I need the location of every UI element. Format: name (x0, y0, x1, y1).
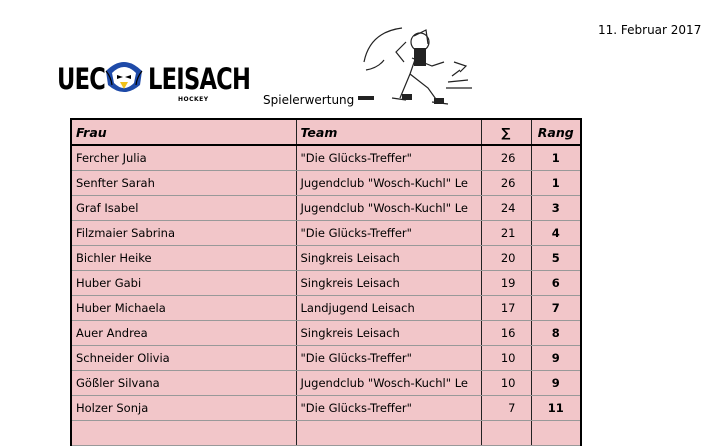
team-cell (296, 421, 481, 446)
table-row (71, 346, 581, 371)
player-name-cell: Schneider Olivia (71, 346, 296, 371)
table-row (71, 371, 581, 396)
rank-cell: 9 (531, 346, 581, 371)
points-cell: 10 (481, 371, 531, 396)
team-cell: Singkreis Leisach (296, 271, 481, 296)
player-name-cell: Holzer Sonja (71, 396, 296, 421)
player-name-cell: Fercher Julia (71, 145, 296, 171)
player-name-cell: Huber Gabi (71, 271, 296, 296)
rank-cell: 1 (531, 145, 581, 171)
logo-text-leisach: LEISACH (148, 62, 251, 96)
table-row (71, 246, 581, 271)
column-header-team: Team (296, 119, 481, 145)
player-name-cell: Gößler Silvana (71, 371, 296, 396)
team-cell: "Die Glücks-Treffer" (296, 221, 481, 246)
table-row (71, 221, 581, 246)
rank-cell (531, 421, 581, 446)
team-cell: Landjugend Leisach (296, 296, 481, 321)
rank-cell: 5 (531, 246, 581, 271)
column-header-sum: ∑ (481, 119, 531, 145)
points-cell: 19 (481, 271, 531, 296)
points-cell: 16 (481, 321, 531, 346)
player-name-cell: Filzmaier Sabrina (71, 221, 296, 246)
points-cell: 20 (481, 246, 531, 271)
points-cell: 26 (481, 145, 531, 171)
team-cell: "Die Glücks-Treffer" (296, 346, 481, 371)
report-date: 11. Februar 2017 (598, 23, 702, 37)
player-name-cell: Bichler Heike (71, 246, 296, 271)
hockey-player-illustration (356, 22, 476, 110)
team-cell: Jugendclub "Wosch-Kuchl" Le (296, 196, 481, 221)
points-cell (481, 421, 531, 446)
rank-cell: 3 (531, 196, 581, 221)
points-cell: 17 (481, 296, 531, 321)
rank-cell: 11 (531, 396, 581, 421)
player-name-cell (71, 421, 296, 446)
team-cell: Jugendclub "Wosch-Kuchl" Le (296, 171, 481, 196)
team-cell: Jugendclub "Wosch-Kuchl" Le (296, 371, 481, 396)
table-row (71, 145, 581, 171)
player-name-cell: Huber Michaela (71, 296, 296, 321)
rank-cell: 7 (531, 296, 581, 321)
table-row (71, 296, 581, 321)
rank-cell: 6 (531, 271, 581, 296)
rank-cell: 4 (531, 221, 581, 246)
table-row (71, 171, 581, 196)
rank-cell: 1 (531, 171, 581, 196)
points-cell: 21 (481, 221, 531, 246)
eagle-icon (103, 55, 145, 99)
player-ranking-table (70, 118, 582, 446)
points-cell: 10 (481, 346, 531, 371)
page-subtitle: Spielerwertung (263, 93, 355, 107)
player-name-cell: Senfter Sarah (71, 171, 296, 196)
table-row (71, 271, 581, 296)
team-cell: Singkreis Leisach (296, 246, 481, 271)
logo-text-uec: UEC (57, 62, 106, 96)
column-header-rang: Rang (531, 119, 581, 145)
team-cell: "Die Glücks-Treffer" (296, 396, 481, 421)
rank-cell: 8 (531, 321, 581, 346)
player-ranking-sheet (70, 118, 580, 438)
club-logo (57, 53, 251, 105)
table-row (71, 321, 581, 346)
points-cell: 24 (481, 196, 531, 221)
team-cell: Singkreis Leisach (296, 321, 481, 346)
points-cell: 26 (481, 171, 531, 196)
column-header-frau: Frau (71, 119, 296, 145)
rank-cell: 9 (531, 371, 581, 396)
logo-text-hockey: HOCKEY (178, 96, 209, 103)
player-name-cell: Graf Isabel (71, 196, 296, 221)
points-cell: 7 (481, 396, 531, 421)
table-row (71, 421, 581, 446)
table-row (71, 396, 581, 421)
table-row (71, 196, 581, 221)
player-name-cell: Auer Andrea (71, 321, 296, 346)
table-header-row (71, 119, 581, 145)
team-cell: "Die Glücks-Treffer" (296, 145, 481, 171)
